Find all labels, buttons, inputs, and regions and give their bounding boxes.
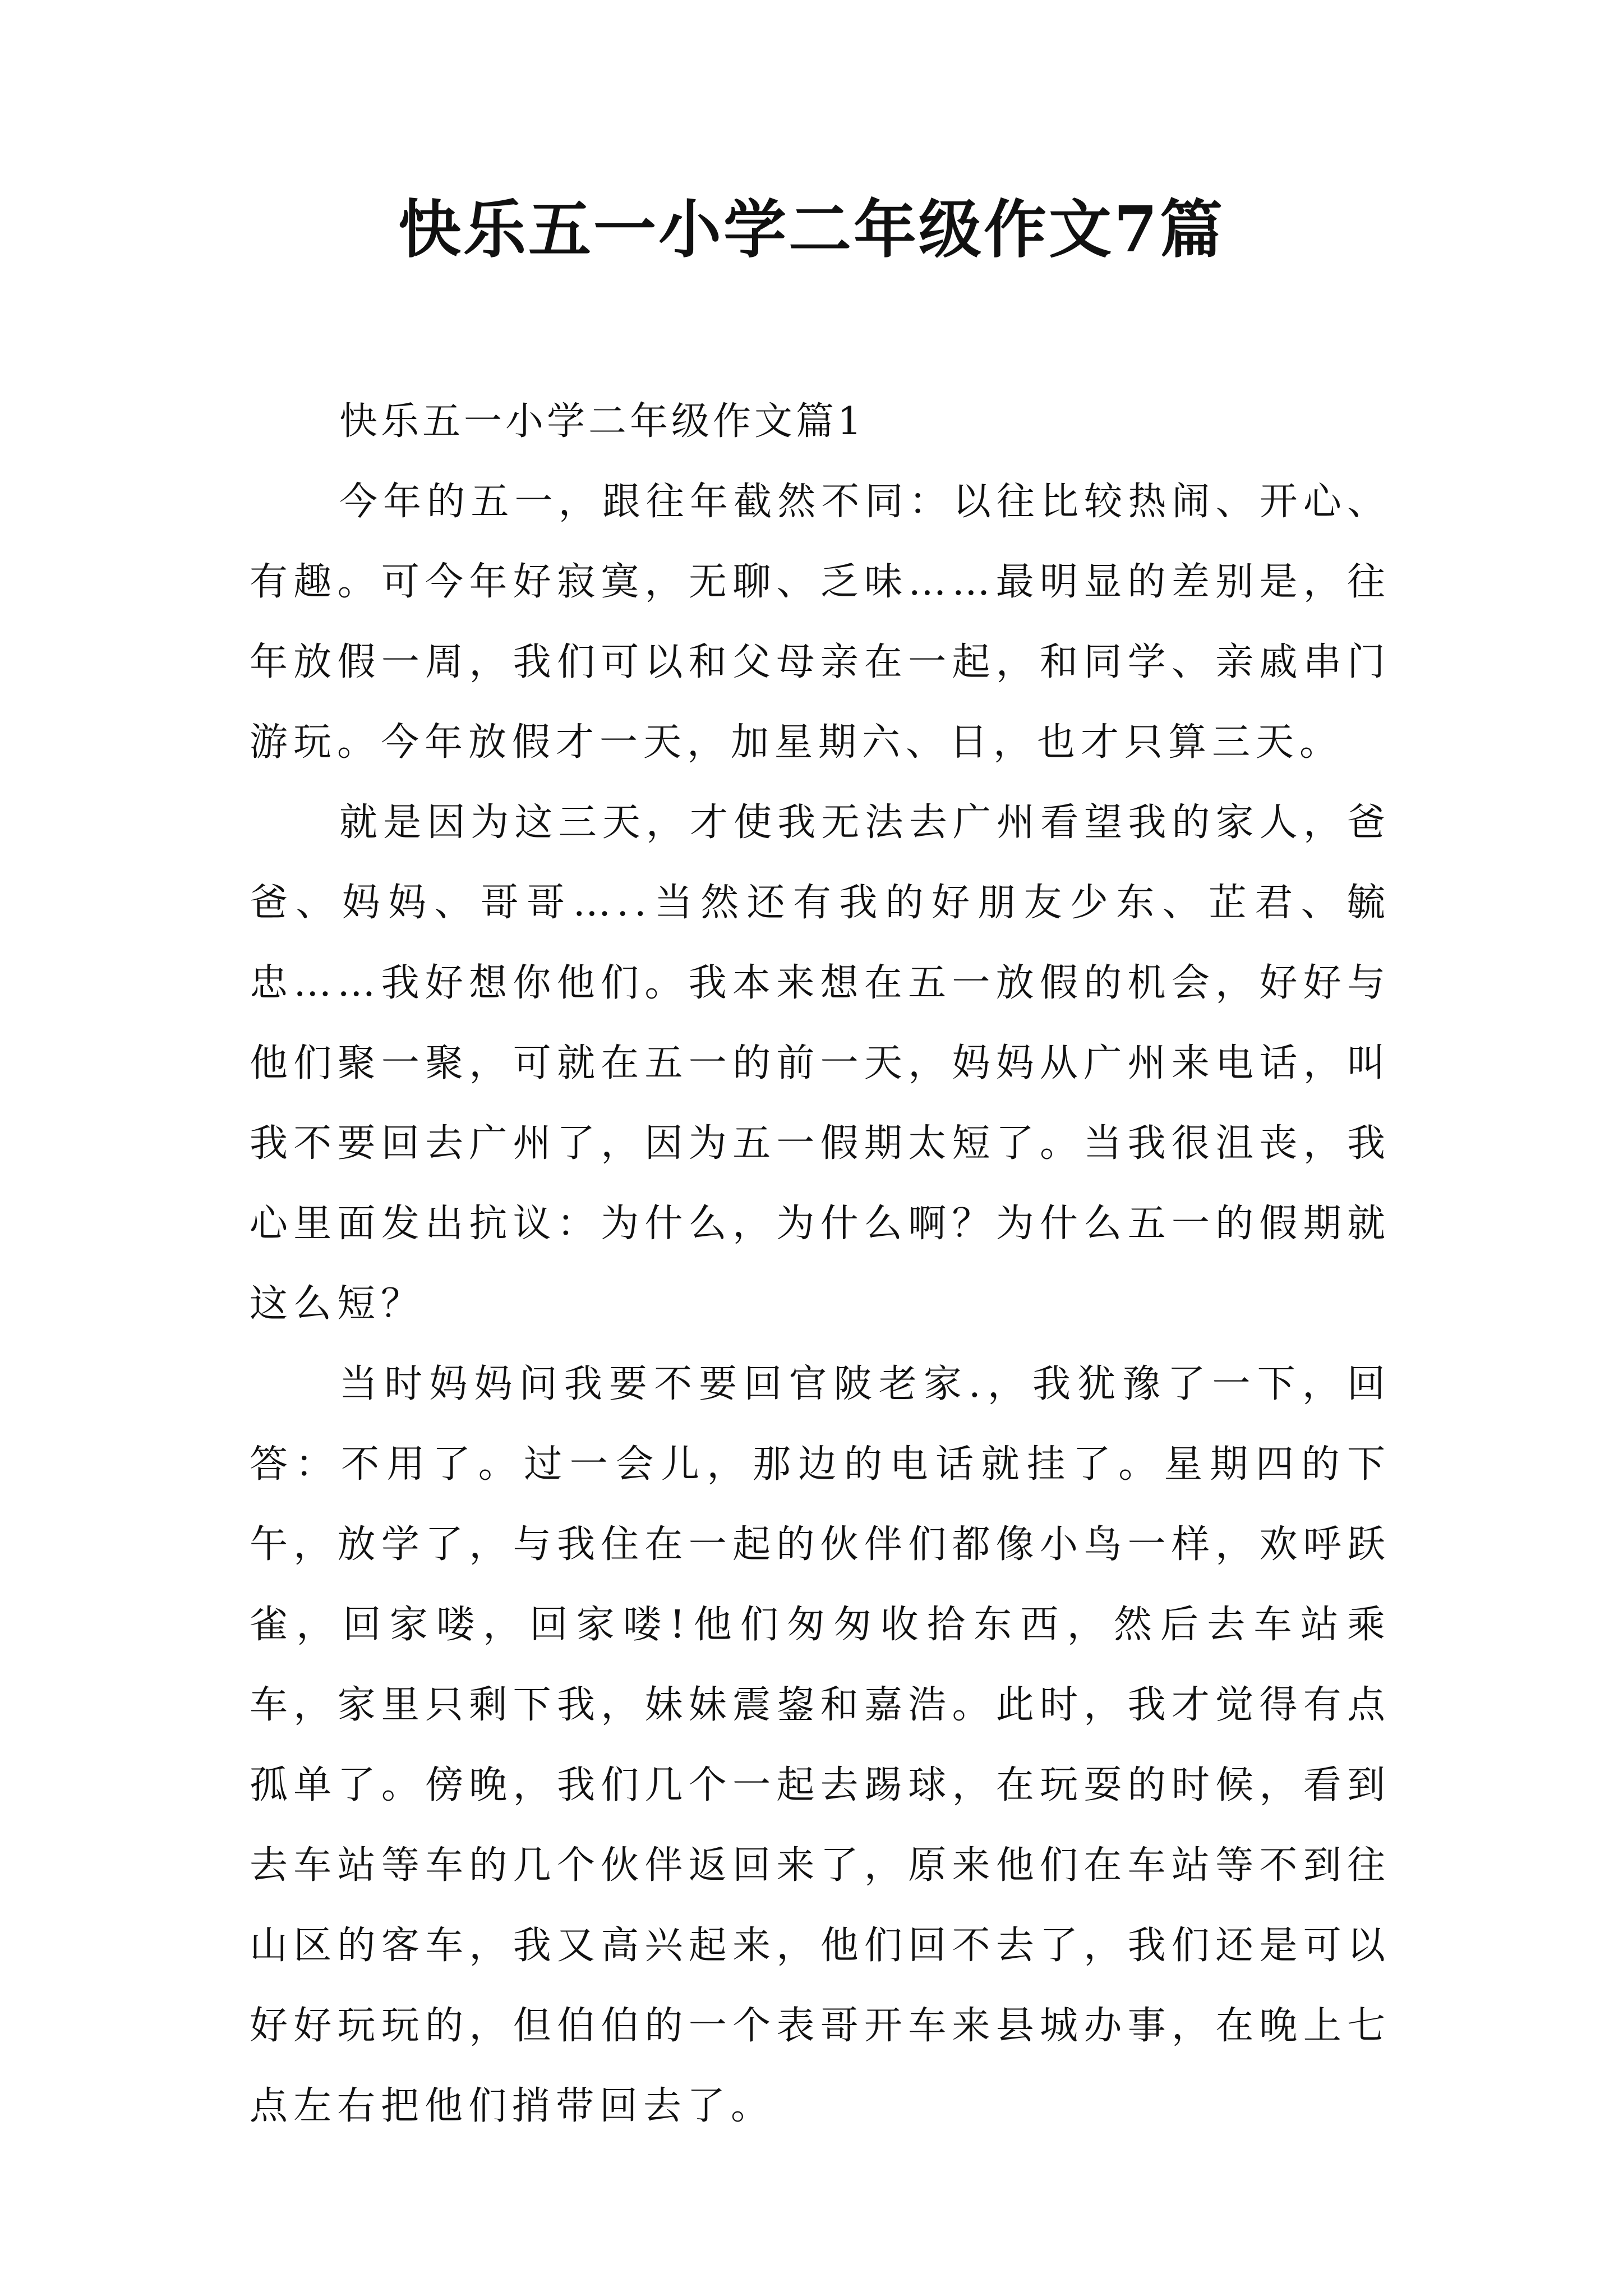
- paragraph-2: 就是因为这三天，才使我无法去广州看望我的家人，爸爸、妈妈、哥哥…..当然还有我的好朋友少东、芷君、毓忠……我好想你他们。我本来想在五一放假的机会，好好与他们聚一聚，可就在五一的前一天，妈妈从广州来电话，叫我不要回去广州了，因为五一假期太短了。当我很沮丧，我心里面发出抗议：为什么，为什么啊？为什么五一的假期就这么短？: [250, 800, 1391, 1326]
- paragraph-3: 当时妈妈问我要不要回官陂老家.，我犹豫了一下，回答：不用了。过一会儿，那边的电话就挂了。星期四的下午，放学了，与我住在一起的伙伴们都像小鸟一样，欢呼跃雀，回家喽，回家喽!他们匆匆收拾东西，然后去车站乘车，家里只剩下我，妹妹震鋆和嘉浩。此时，我才觉得有点孤单了。傍晚，我们几个一起去踢球，在玩耍的时候，看到去车站等车的几个伙伴返回来了，原来他们在车站等不到往山区的客车，我又高兴起来，他们回不去了，我们还是可以好好玩玩的，但伯伯的一个表哥开车来县城办事，在晚上七点左右把他们捎带回去了。: [250, 1362, 1391, 2128]
- document-title: 快乐五一小学二年级作文7篇: [398, 193, 1225, 266]
- document-body: [250, 381, 1391, 2146]
- section-heading: 快乐五一小学二年级作文篇1: [339, 399, 865, 444]
- paragraph-1: 今年的五一，跟往年截然不同：以往比较热闹、开心、有趣。可今年好寂寞，无聊、乏味……最明显的差别是，往年放假一周，我们可以和父母亲在一起，和同学、亲戚串门游玩。今年放假才一天，加星期六、日，也才只算三天。: [250, 480, 1391, 765]
